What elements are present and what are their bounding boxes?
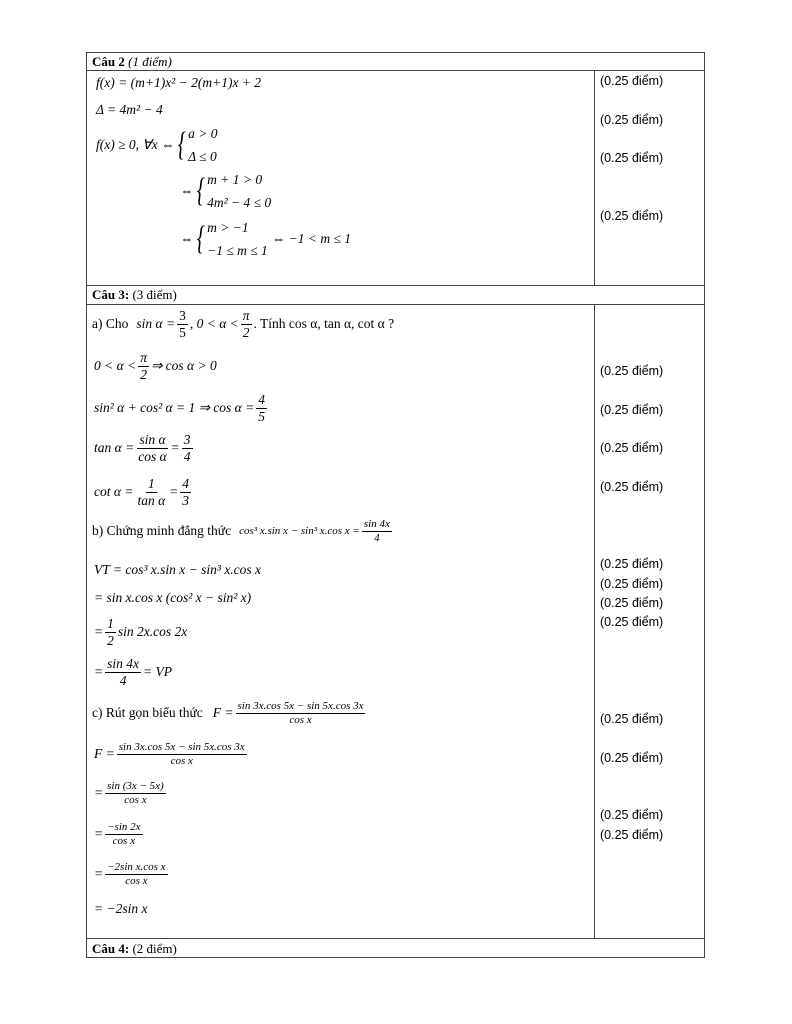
row-divider [87,285,704,286]
cau3c-step-2 [94,780,168,806]
points-label: (0.25 điểm) [600,74,664,88]
F-lhs: F = [94,746,115,762]
equivalence-arrow: ⇔ [180,183,194,198]
fraction-numerator: 1 [107,616,114,631]
cau3c-prompt [92,700,367,726]
fraction-numerator: 3 [183,432,191,447]
equals-sign: = [94,826,104,842]
cau3a-step-3 [94,432,195,464]
fraction-denominator: cos x [170,754,193,767]
points-label: (0.25 điểm) [600,151,664,165]
brace-symbol: { [177,126,186,163]
fraction-numerator: 3 [179,308,186,323]
equals-sign: = [94,785,104,801]
cau3b-prompt [92,518,394,544]
equivalence-arrow: ⇔ [180,231,194,246]
cau4-header [92,941,177,957]
points-label: (0.25 điểm) [600,403,664,417]
system-3-row-1: m > −1 [207,220,249,235]
equals-sign: = [169,484,179,500]
brace-symbol: { [196,220,205,257]
equals-sign: = [170,440,180,456]
step-text: sin² α + cos² α = 1 ⇒ cos α = [94,400,255,416]
equals-sign: = [94,664,104,680]
cau2-header [92,54,172,70]
fraction-denominator: 4 [119,672,127,688]
fraction-numerator: 4 [258,392,265,407]
step-text: 0 < α < [94,358,137,374]
fraction-denominator: 5 [258,408,265,424]
fraction-numerator: sin α [139,432,166,447]
points-label: (0.25 điểm) [600,364,664,378]
points-label: (0.25 điểm) [600,615,664,629]
points-label: (0.25 điểm) [600,209,664,223]
system-3-result: ⇔ −1 < m ≤ 1 [271,231,352,246]
row-divider [87,304,704,305]
cau2-line-3 [96,122,217,168]
cau3b-step-2: = sin x.cos x (cos² x − sin² x) [94,590,252,605]
fraction-numerator: sin 4x [363,518,390,530]
F-lhs: F = [212,705,234,721]
fraction-numerator: sin 4x [107,656,139,671]
cau2-condition: f(x) ≥ 0, ∀x ⇔ [96,137,175,152]
fraction-numerator: π [140,350,147,365]
points-label: (0.25 điểm) [600,596,664,610]
equals-sign: = [94,866,104,882]
given-lhs: sin α = [136,316,176,332]
cau3b-step-4 [94,656,172,688]
given-range: , 0 < α < [189,316,239,332]
fraction-denominator: 2 [107,632,114,648]
equals-sign: = [94,624,104,640]
cau2-heading: Câu 2 [92,54,125,69]
column-divider [594,304,595,938]
system-2-row-2: 4m² − 4 ≤ 0 [207,195,272,210]
points-label: (0.25 điểm) [600,828,664,842]
system-1-row-1: a > 0 [188,126,218,141]
points-label: (0.25 điểm) [600,480,664,494]
cau3c-step-4 [94,861,170,887]
fraction-denominator: 5 [179,324,186,340]
given-question: . Tính cos α, tan α, cot α ? [253,316,395,332]
step-text: cot α = [94,484,134,500]
points-label: (0.25 điểm) [600,113,664,127]
brace-symbol: { [196,172,205,209]
fraction-numerator: sin (3x − 5x) [107,780,164,792]
fraction-denominator: cos α [138,448,167,464]
fraction-denominator: cos x [124,793,147,806]
cau3c-label: c) Rút gọn biểu thức [92,705,203,721]
cau2-line-5 [180,216,351,262]
cau3a-prompt [92,308,394,340]
fraction-denominator: cos x [125,874,148,887]
system-1-row-2: Δ ≤ 0 [188,149,217,164]
cau3b-label: b) Chứng minh đẳng thức [92,523,232,539]
fraction-denominator: 2 [242,324,250,340]
cau4-score: (2 điểm) [132,941,177,956]
cau3a-step-1 [94,350,217,382]
fraction-denominator: 4 [183,448,191,464]
fraction-denominator: cos x [289,713,312,726]
points-label: (0.25 điểm) [600,577,664,591]
identity-lhs: cos³ x.sin x − sin³ x.cos x = [239,525,360,538]
row-divider [87,70,704,71]
cau3a-step-2 [94,392,269,424]
points-label: (0.25 điểm) [600,808,664,822]
system-2-row-1: m + 1 > 0 [207,172,263,187]
step-text: ⇒ cos α > 0 [150,358,217,374]
cau4-heading: Câu 4: [92,941,130,956]
cau3c-step-3 [94,821,145,847]
fraction-denominator: cos x [112,834,135,847]
cau2-line-1: f(x) = (m+1)x² − 2(m+1)x + 2 [96,75,262,90]
cau3c-step-5: = −2sin x [94,901,148,916]
fraction-numerator: sin 3x.cos 5x − sin 5x.cos 3x [237,700,364,712]
system-3-row-2: −1 ≤ m ≤ 1 [207,243,268,258]
step-text: tan α = [94,440,135,456]
points-label: (0.25 điểm) [600,751,664,765]
fraction-denominator: 2 [140,366,147,382]
row-divider [87,938,704,939]
fraction-numerator: π [242,308,250,323]
fraction-numerator: sin 3x.cos 5x − sin 5x.cos 3x [118,741,245,753]
column-divider [594,70,595,285]
fraction-denominator: 4 [374,531,380,544]
cau3a-step-4 [94,476,193,508]
step-text: = VP [143,664,172,680]
cau3a-label: a) Cho [92,316,129,332]
fraction-numerator: 4 [182,476,190,491]
step-text: sin 2x.cos 2x [117,624,188,640]
points-label: (0.25 điểm) [600,441,664,455]
cau2-line-4 [180,168,271,214]
fraction-numerator: −2sin x.cos x [107,861,166,873]
points-label: (0.25 điểm) [600,557,664,571]
cau3b-step-1: VT = cos³ x.sin x − sin³ x.cos x [94,562,262,577]
cau3-header [92,287,177,303]
fraction-denominator: tan α [137,492,166,508]
cau3c-step-1 [94,741,249,767]
points-label: (0.25 điểm) [600,712,664,726]
cau2-line-2: Δ = 4m² − 4 [96,102,163,117]
cau3b-step-3 [94,616,187,648]
fraction-numerator: 1 [147,476,155,491]
cau3-score: (3 điểm) [132,287,177,302]
cau2-score: (1 điểm) [128,54,172,69]
fraction-denominator: 3 [182,492,190,508]
cau3-heading: Câu 3: [92,287,130,302]
fraction-numerator: −sin 2x [107,821,141,833]
